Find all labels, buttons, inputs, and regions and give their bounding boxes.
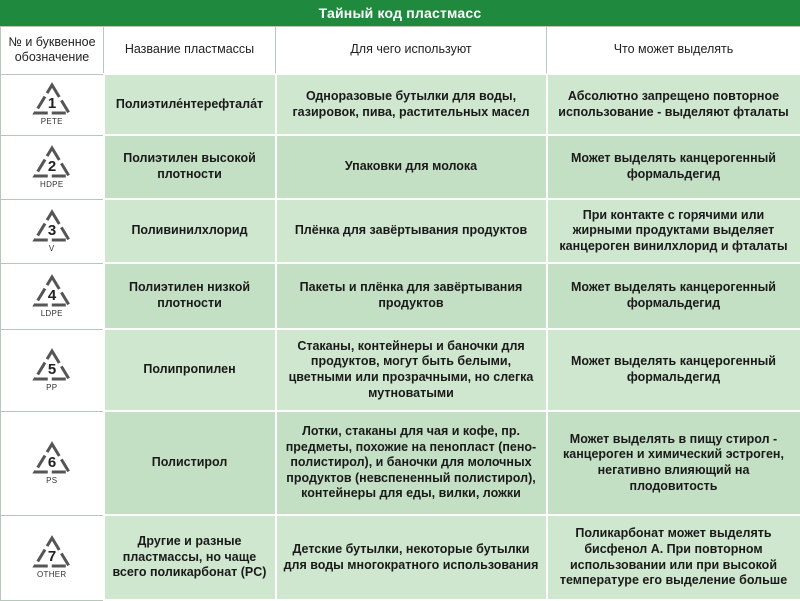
code-cell bbox=[1, 74, 104, 135]
header-emit: Что может выделять bbox=[547, 27, 800, 75]
header-name: Название пластмассы bbox=[104, 27, 276, 75]
code-number: 5 bbox=[48, 361, 56, 378]
table-row bbox=[1, 515, 800, 600]
plastic-name: Другие и разные пластмассы, но чаще всего поликарбонат (PC) bbox=[104, 515, 276, 600]
plastic-name: Полиэтилен высокой плотности bbox=[104, 135, 276, 199]
header-use: Для чего используют bbox=[276, 27, 547, 75]
plastic-emission: Может выделять в пищу стирол - канцероген и химический эстроген, негативно влияющий на плодовитость bbox=[547, 411, 800, 515]
code-number: 2 bbox=[48, 158, 56, 175]
code-cell bbox=[1, 329, 104, 411]
code-cell bbox=[1, 515, 104, 600]
code-abbr: PETE bbox=[3, 117, 101, 127]
plastic-name: Полипропилен bbox=[104, 329, 276, 411]
plastic-emission: Может выделять канцерогенный формальдегид bbox=[547, 263, 800, 329]
code-abbr: HDPE bbox=[3, 180, 101, 190]
recycle-symbol-icon bbox=[32, 348, 72, 382]
plastic-emission: Поликарбонат может выделять бисфенол А. При повторном использовании или при высокой температуре его выделение больше bbox=[547, 515, 800, 600]
code-abbr: PP bbox=[3, 383, 101, 393]
recycle-symbol-icon bbox=[32, 441, 72, 475]
code-number: 4 bbox=[48, 287, 57, 304]
recycle-symbol-icon bbox=[32, 209, 72, 243]
table-row bbox=[1, 199, 800, 263]
plastic-use: Стаканы, контейнеры и баночки для продуктов, могут быть белыми, цветными или прозрачными, но слегка мутноватыми bbox=[276, 329, 547, 411]
code-cell bbox=[1, 135, 104, 199]
table-header-row bbox=[1, 27, 800, 75]
plastic-use: Одноразовые бутылки для воды, газировок, пива, растительных масел bbox=[276, 74, 547, 135]
table-row bbox=[1, 135, 800, 199]
recycle-symbol-icon bbox=[32, 274, 72, 308]
code-number: 3 bbox=[48, 222, 56, 239]
plastic-use: Пакеты и плёнка для завёртывания продуктов bbox=[276, 263, 547, 329]
plastic-emission: При контакте с горячими или жирными продуктами выделяет канцероген винилхлорид и фталаты bbox=[547, 199, 800, 263]
table-row bbox=[1, 263, 800, 329]
plastic-emission: Абсолютно запрещено повторное использование - выделяют фталаты bbox=[547, 74, 800, 135]
recycle-symbol-icon bbox=[32, 535, 72, 569]
code-abbr: PS bbox=[3, 476, 101, 486]
code-cell bbox=[1, 199, 104, 263]
plastic-use: Упаковки для молока bbox=[276, 135, 547, 199]
table-row bbox=[1, 329, 800, 411]
plastic-emission: Может выделять канцерогенный формальдегид bbox=[547, 135, 800, 199]
code-cell bbox=[1, 411, 104, 515]
code-abbr: LDPE bbox=[3, 309, 101, 319]
plastics-table bbox=[0, 26, 800, 601]
code-number: 6 bbox=[48, 454, 56, 471]
header-code: № и буквенное обозначение bbox=[1, 27, 104, 75]
table-row bbox=[1, 74, 800, 135]
plastic-use: Детские бутылки, некоторые бутылки для воды многократного использования bbox=[276, 515, 547, 600]
code-cell bbox=[1, 263, 104, 329]
recycle-symbol-icon bbox=[32, 145, 72, 179]
code-number: 1 bbox=[48, 95, 56, 112]
plastic-use: Плёнка для завёртывания продуктов bbox=[276, 199, 547, 263]
plastic-emission: Может выделять канцерогенный формальдегид bbox=[547, 329, 800, 411]
plastic-name: Полиэтилен низкой плотности bbox=[104, 263, 276, 329]
code-number: 7 bbox=[48, 548, 56, 565]
table-row bbox=[1, 411, 800, 515]
plastic-use: Лотки, стаканы для чая и кофе, пр. предметы, похожие на пенопласт (пено- полистирол), и баночки для молочных продуктов (невспененный полистирол), контейнеры для еды, вилки, ложки bbox=[276, 411, 547, 515]
code-abbr: OTHER bbox=[3, 570, 101, 580]
plastic-name: Полиэтиле́нтерефтала́т bbox=[104, 74, 276, 135]
plastic-name: Полистирол bbox=[104, 411, 276, 515]
plastic-name: Поливинилхлорид bbox=[104, 199, 276, 263]
recycle-symbol-icon bbox=[32, 82, 72, 116]
page-title: Тайный код пластмасс bbox=[0, 0, 800, 26]
code-abbr: V bbox=[3, 244, 101, 254]
